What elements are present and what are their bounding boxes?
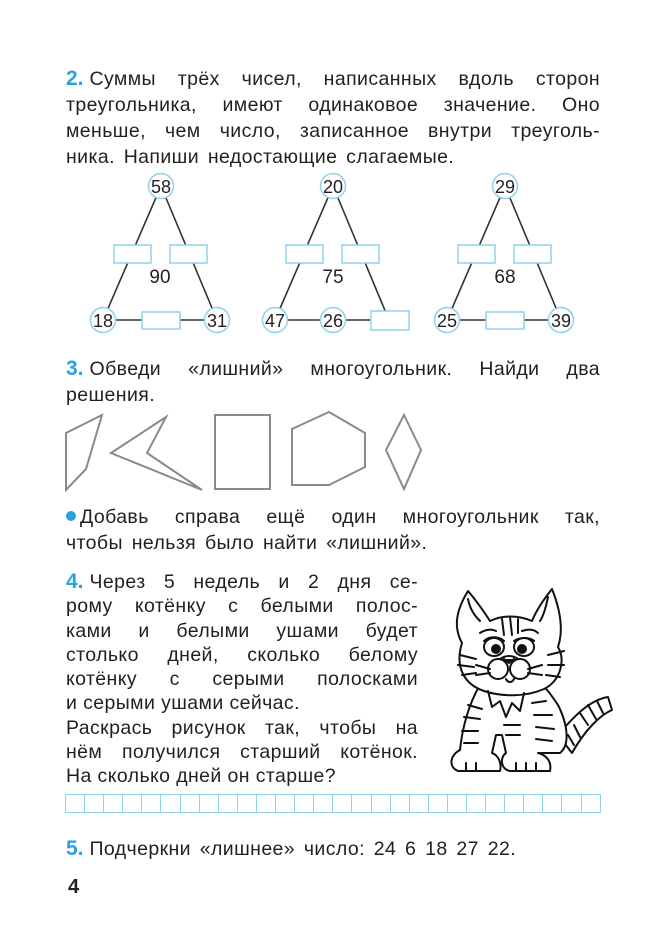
answer-cell[interactable] [448, 794, 467, 813]
svg-text:47: 47 [264, 311, 286, 331]
polygon-concave-quadrilateral[interactable] [111, 417, 202, 490]
task-4-line-7: Раскрась рисунок так, чтобы на [66, 716, 418, 739]
svg-text:39: 39 [550, 311, 572, 331]
svg-text:68: 68 [494, 267, 516, 288]
triangle-3 [435, 174, 574, 333]
svg-text:20: 20 [322, 177, 344, 197]
task-4-line-8: нём получился старший котёнок. [66, 741, 418, 764]
task-3-bonus-text [66, 504, 600, 556]
polygon-hexagon[interactable] [292, 412, 365, 485]
svg-text:25: 25 [436, 311, 458, 331]
answer-cell[interactable] [391, 794, 410, 813]
task-5-line-1: 5. Подчеркни «лишнее» число: 24 6 18 27 22. [66, 837, 517, 860]
answer-cell[interactable] [181, 794, 200, 813]
svg-text:90: 90 [149, 267, 171, 288]
task-4-number: 4. [66, 570, 84, 593]
task-2-line-4: ника. Напиши недостающие слагаемые. [66, 146, 455, 168]
answer-cell[interactable] [314, 794, 333, 813]
answer-cell[interactable] [582, 794, 601, 813]
answer-cell[interactable] [85, 794, 104, 813]
svg-text:58: 58 [150, 177, 172, 197]
triangle-2 [263, 174, 410, 333]
answer-cell[interactable] [295, 794, 314, 813]
answer-cell[interactable] [123, 794, 142, 813]
task-3-bonus-line-1: Добавь справа ещё один многоугольник так, [66, 504, 600, 530]
answer-box[interactable] [114, 245, 151, 263]
answer-cell[interactable] [505, 794, 524, 813]
answer-cell[interactable] [486, 794, 505, 813]
answer-box[interactable] [170, 245, 207, 263]
task-2-line-2: треугольника, имеют одинаковое значение. Оно [66, 94, 600, 116]
task-3-bonus-line-2: чтобы нельзя было найти «лишний». [66, 532, 428, 554]
answer-cell[interactable] [524, 794, 543, 813]
triangles-diagram [0, 0, 650, 345]
polygon-rhombus[interactable] [386, 415, 421, 489]
answer-cell[interactable] [333, 794, 352, 813]
answer-box[interactable] [142, 312, 180, 329]
answer-cell[interactable] [543, 794, 562, 813]
svg-text:31: 31 [206, 311, 228, 331]
task-2-number: 2. [66, 67, 84, 90]
task-3-number: 3. [66, 357, 84, 380]
bullet-icon [66, 511, 76, 521]
answer-cell[interactable] [352, 794, 371, 813]
answer-cell[interactable] [219, 794, 238, 813]
task-4-text [66, 570, 418, 789]
task-3-line-1: 3. Обведи «лишний» многоугольник. Найди два [66, 357, 600, 380]
polygon-quadrilateral[interactable] [66, 415, 102, 490]
polygon-rectangle[interactable] [215, 415, 270, 489]
svg-text:26: 26 [322, 311, 344, 331]
answer-box[interactable] [342, 245, 379, 263]
answer-cell[interactable] [161, 794, 180, 813]
task-4-line-6: и серыми ушами сейчас. [66, 692, 300, 715]
answer-cell[interactable] [104, 794, 123, 813]
svg-text:75: 75 [322, 267, 344, 288]
task-4-line-9: На сколько дней он старше? [66, 765, 337, 788]
answer-box[interactable] [286, 245, 323, 263]
task-5-number: 5. [66, 837, 84, 860]
task-4-line-4: столько дней, сколько белому [66, 643, 418, 666]
answer-grid[interactable] [65, 794, 601, 813]
kitten-illustration[interactable] [440, 585, 615, 780]
task-2-line-3: меньше, чем число, записанное внутри треуголь- [66, 120, 600, 142]
task-4-line-3: ками и белыми ушами будет [66, 619, 418, 642]
svg-text:18: 18 [92, 311, 114, 331]
answer-cell[interactable] [66, 794, 85, 813]
task-4-line-2: рому котёнку с белыми полос- [66, 595, 418, 618]
answer-cell[interactable] [257, 794, 276, 813]
answer-cell[interactable] [142, 794, 161, 813]
task-4-line-5: котёнку с серыми полосками [66, 668, 418, 691]
triangle-1 [91, 174, 230, 333]
svg-text:29: 29 [494, 177, 516, 197]
answer-cell[interactable] [410, 794, 429, 813]
answer-cell[interactable] [562, 794, 581, 813]
answer-cell[interactable] [238, 794, 257, 813]
page-number: 4 [68, 876, 80, 898]
answer-cell[interactable] [429, 794, 448, 813]
answer-cell[interactable] [467, 794, 486, 813]
answer-cell[interactable] [200, 794, 219, 813]
answer-cell[interactable] [372, 794, 391, 813]
task-3-line-2: решения. [66, 384, 156, 406]
task-5-text [66, 836, 600, 862]
answer-box[interactable] [371, 311, 409, 330]
answer-box[interactable] [486, 312, 524, 329]
answer-box[interactable] [514, 245, 551, 263]
answer-cell[interactable] [276, 794, 295, 813]
task-4-line-1: 4. Через 5 недель и 2 дня се- [66, 570, 418, 593]
task-2-line-1: 2. Суммы трёх чисел, написанных вдоль сторон [66, 67, 600, 90]
polygons-row [0, 400, 650, 500]
answer-box[interactable] [458, 245, 495, 263]
